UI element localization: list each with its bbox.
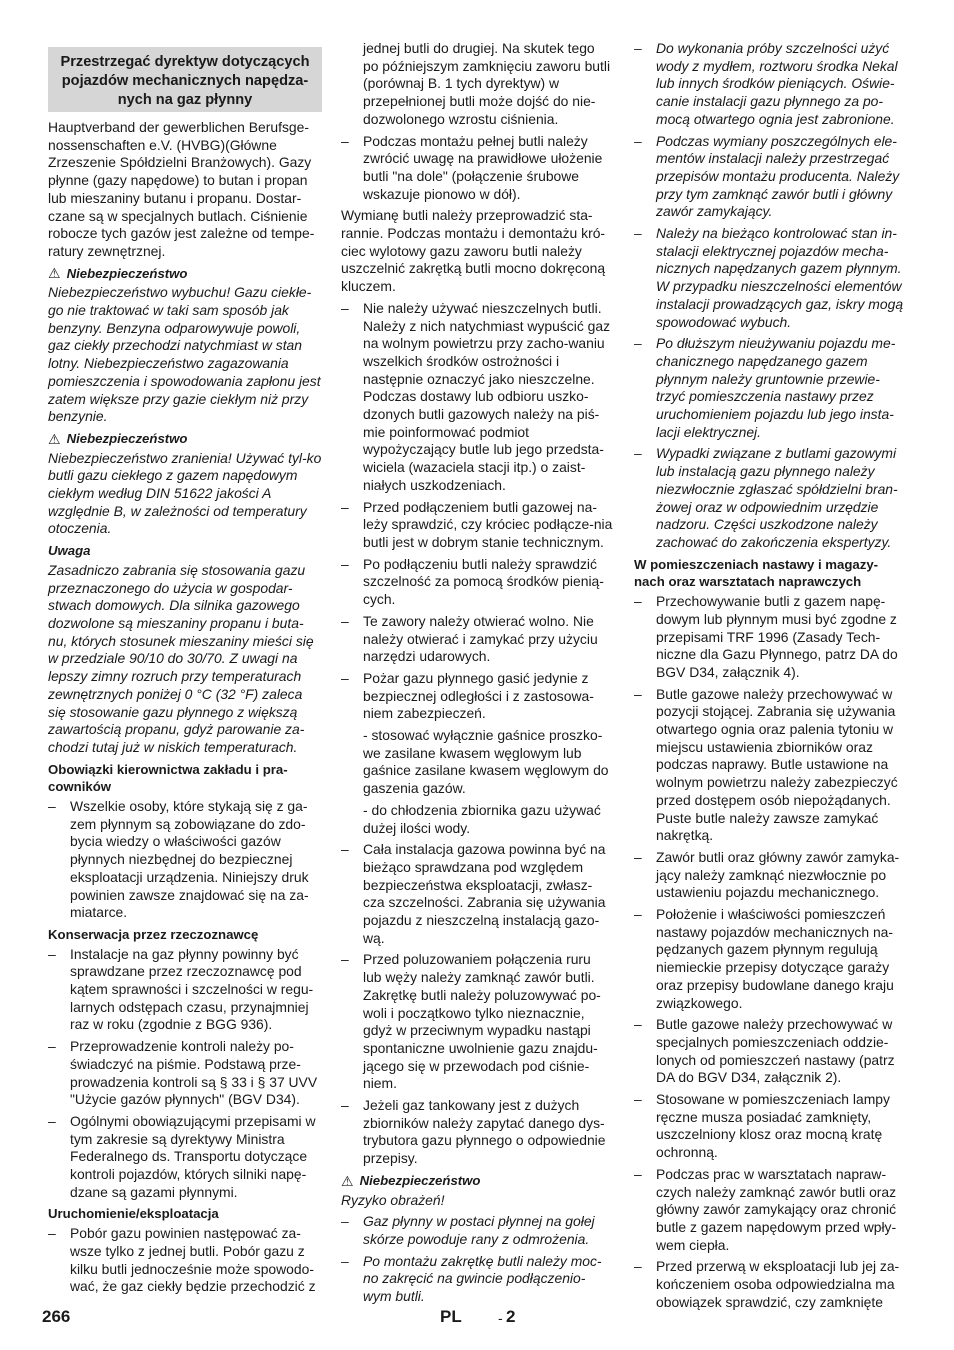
installation-list (341, 841, 613, 1168)
list-item: – Instalacje na gaz płynny powinny być sprawdzane przez rzeczoznawcę pod kątem sprawności i szczelności w regu-larnych odstępach czasu, przynajmniej raz w roku (zgodnie z BGG 936). (48, 946, 322, 1035)
list-item: – Cała instalacja gazowa powinna być na bieżąco sprawdzana pod względem bezpieczeństwa eksploatacji, zwłasz-cza szczelności. Zabrania się używania pojazdu z nieszczelną instalacją gazo-wą. (341, 841, 613, 947)
list-item: – Do wykonania próby szczelności użyć wody z mydłem, roztworu środka Nekal lub innych środków pieniących. Oświe-canie instalacji gazu płynnego za po-mocą otwartego ognia jest zabronione. (634, 40, 908, 129)
cylinder-list (341, 133, 613, 204)
list-item: – Gaz płynny w postaci płynnej na gołej skórze powoduje rany z odmrożenia. (341, 1213, 613, 1248)
warning-triangle-icon: ⚠ (48, 265, 61, 282)
list-item: – Po dłuższym nieużywaniu pojazdu me-chanicznego napędzanego gazem płynnym należy gruntownie przewie-trzyć pomieszczenia nastawy przez uruchomieniem pojazdu lub jego insta-lacji elektrycznej. (634, 335, 908, 441)
note-text: Zasadniczo zabrania się stosowania gazu przeznaczonego do użycia w gospodar-stwach domowych. Dla silnika gazowego dozwolone są mieszaniny propanu i buta-nu, których stosunek mieszaniny mieści się w przedziale 90/10 do 30/70. Z uwagi na lepszy zimny rozruch przy temperaturach zewnętrznych poniżej 0 °C (32 °F) zaleca się stosowanie gazu płynnego z większą zawartością propanu, gdyż parowanie za-chodzi tutaj już w niskich temperaturach. (48, 561, 314, 755)
list-item: – Ogólnymi obowiązującymi przepisami w tym zakresie są dyrektywy Ministra Federalnego ds. Transportu dotyczące kontroli pojazdów, których silniki napę-dzane są gazami płynnymi. (48, 1113, 322, 1202)
list-item: – Te zawory należy otwierać wolno. Nie należy otwierać i zamykać przy użyciu narzędzi udarowych. (341, 613, 613, 666)
column-1 (48, 40, 322, 1300)
expert-list (48, 946, 322, 1202)
list-item: – Przed przerwą w eksploatacji lub jej za-kończeniem osoba odpowiedzialna ma obowiązek sprawdzić, czy zamknięte (634, 1258, 908, 1311)
startup-heading: Uruchomienie/eksploatacja (48, 1206, 219, 1222)
list-item: – Podczas prac w warsztatach napraw-czych należy zamknąć zawór butli oraz główny zawór zamykający oraz chronić butle z gazem napędowym przed wpły-wem ciepła. (634, 1166, 908, 1255)
list-item: – Pożar gazu płynnego gasić jedynie z bezpiecznej odległości i z zastosowa-niem zabezpieczeń. (341, 670, 613, 723)
list-item: – Butle gazowe należy przechowywać w specjalnych pomieszczeniach oddzie-lonych od pomieszczeń nastawy (patrz DA do BGV D34, załącznik 2). (634, 1016, 908, 1087)
duties-heading: Obowiązki kierownictwa zakładu i pra-cowników (48, 761, 288, 795)
duties-list (48, 798, 322, 922)
list-item: – Butle gazowe należy przechowywać w pozycji stojącej. Zabrania się używania otwartego ognia oraz palenia tytoniu w miejscu ustawienia zbiorników oraz podczas naprawy. Butle ustawione na wolnym powietrzu należy zabezpieczyć przed dostępem osób niepożądanych. Puste butle należy zawsze zamykać nakrętką. (634, 686, 908, 845)
list-item: – Stosowane w pomieszczeniach lampy ręczne musza posiadać zamknięty, uszczelniony klosz oraz mocną kratę ochronną. (634, 1091, 908, 1162)
warning-triangle-icon: ⚠ (341, 1172, 354, 1189)
list-item: – Należy na bieżąco kontrolować stan in-stalacji elektrycznej pojazdów mecha-nicznych napędzanych gazem płynnym. W przypadku nieszczelności elementów instalacji prowadzących gaz, iskry mogą spowodować wybuch. (634, 225, 908, 331)
list-item: – Podczas montażu pełnej butli należy zwrócić uwagę na prawidłowe ułożenie butli "na dole" (połączenie śrubowe wskazuje pionowo w dół). (341, 133, 613, 204)
intro-paragraph: Hauptverband der gewerblichen Berufsge-nossenschaften e.V. (HVBG)(Główne Zrzeszenie Spółdzielni Branżowych). Gazy płynne (gazy napędowe) to butan i propan lub mieszaniny butanu i propanu. Dostar-czane są w specjalnych butlach. Ciśnienie robocze tych gazów jest zależne od tempe-ratury zewnętrznej. (48, 119, 315, 259)
list-item: – Nie należy używać nieszczelnych butli. Należy z nich natychmiast wypuścić gaz na wolnym powietrzu przy zacho-waniu wszelkich środków ostrożności i następnie oznaczyć jako nieszczelne. Podczas dostawy lub odbioru uszko-dzonych butli gazowych należy na piś-mie poinformować podmiot wypożyczający butle lub jego przedsta-wiciela (wazaciela stacji itp.) o zaist-niałych uszkodzeniach. (341, 300, 613, 495)
danger-heading (48, 430, 322, 448)
section-heading: Przestrzegać dyrektyw dotyczących pojazdów mechanicznych napędza-nych na gaz płynny (48, 47, 322, 112)
rooms-list (634, 593, 908, 1311)
danger-label: Niebezpieczeństwo (66, 430, 188, 446)
startup-list (48, 1225, 322, 1296)
danger-text: Niebezpieczeństwo zranienia! Używać tyl-ko butli gazu ciekłego z gazem napędowym ciekłym według DIN 51622 jakości A względnie B, w zależności od temperatury otoczenia. (48, 449, 322, 537)
warning-triangle-icon: ⚠ (48, 430, 61, 447)
list-item: – Wypadki związane z butlami gazowymi lub instalacją gazu płynnego należy niezwłocznie zgłaszać spółdzielni bran-żowej oraz w odpowiednim urzędzie nadzoru. Części uszkodzone należy zachować do zakończenia ekspertyzy. (634, 445, 908, 551)
page-number: 266 (42, 1307, 71, 1326)
rooms-heading: W pomieszczeniach nastawy i magazy-nach oraz warsztatach naprawczych (634, 556, 879, 590)
change-paragraph: Wymianę butli należy przeprowadzić sta-rannie. Podczas montażu i demontażu kró-ciec wylotowy gazu zaworu butli należy uszczelnić zakrętką butli mocno dokręconą kluczem. (341, 207, 606, 295)
list-item: – Po podłączeniu butli należy sprawdzić szczelność za pomocą środków pienią-cych. (341, 556, 613, 609)
list-item: – Pobór gazu powinien następować za-wsze tylko z jednej butli. Pobór gazu z kilku butli jednocześnie może spowodo-wać, że gaz ciekły będzie przechodzić z (48, 1225, 322, 1296)
list-item: – Przechowywanie butli z gazem napę-dowym lub płynnym musi być zgodne z przepisami TRF 1996 (Zasady Tech-niczne dla Gazu Płynnego, patrz DA do BGV D34, załącznik 4). (634, 593, 908, 682)
danger-text: Ryzyko obrażeń! (341, 1191, 445, 1208)
list-item: – Podczas wymiany poszczególnych ele-mentów instalacji należy przestrzegać przepisów montażu producenta. Należy przy tym zamknąć zawór butli i główny zawór zamykający. (634, 133, 908, 222)
danger-heading (48, 265, 322, 283)
language-code: PL (440, 1307, 462, 1326)
injury-list (341, 1213, 613, 1306)
danger-text: Niebezpieczeństwo wybuchu! Gazu ciekłe-go nie traktować w taki sam sposób jak benzyny. Benzyna odparowywuje powoli, gaz ciekły przechodzi natychmiast w stan lotny. Niebezpieczeństwo zagazowania pomieszczenia i spowodowania zapłonu jest zatem większe przy gazie ciekłym niż przy benzynie. (48, 284, 321, 425)
section-number: 2 (506, 1307, 516, 1326)
italic-list (634, 40, 908, 552)
list-item: – Po montażu zakrętkę butli należy moc-no zakręcić na gwincie podłączenio-wym butli. (341, 1253, 613, 1306)
list-item: – Położenie i właściwości pomieszczeń nastawy pojazdów mechanicznych na-pędzanych gazem płynnym regulują niemieckie przepisy dotyczące garaży oraz przepisy budowlane danego kraju związkowego. (634, 906, 908, 1012)
safety-list (341, 300, 613, 723)
list-item: – Przed poluzowaniem połączenia ruru lub węży należy zamknąć zawór butli. Zakrętkę butli należy poluzowywać po-woli i początkowo tylko nieznacznie, gdyż w przeciwnym wypadku nastąpi spontaniczne uwolnienie gazu znajdu-jącego się w przewodach pod ciśnie-niem. (341, 951, 613, 1093)
list-item: – Jeżeli gaz tankowany jest z dużych zbiorników należy zapytać danego dys-trybutora gazu płynnego o odpowiednie przepisy. (341, 1097, 613, 1168)
list-item: – Wszelkie osoby, które stykają się z ga-zem płynnym są zobowiązane do zdo-bycia wiedzy o właściwości gazów płynnych niezbędnej do bezpiecznej eksploatacji urządzenia. Niniejszy druk powinien zawsze znajdować się na za-miatarce. (48, 798, 322, 922)
footer-dash: - (498, 1310, 503, 1326)
column-2 (341, 40, 613, 1310)
sub-item: - stosować wyłącznie gaśnice proszko-we zasilane kwasem węglowym lub gaśnice zasilane kwasem węglowym do gaszenia gazów. (363, 727, 609, 797)
note-heading: Uwaga (48, 543, 91, 559)
list-item: – Przed podłączeniem butli gazowej na-leży sprawdzić, czy króciec podłącze-nia butli jest w dobrym stanie technicznym. (341, 499, 613, 552)
list-item: – Przeprowadzenie kontroli należy po-świadczyć na piśmie. Podstawą prze-prowadzenia kontroli są § 33 i § 37 UVV "Użycie gazów płynnych" (BGV D34). (48, 1038, 322, 1109)
danger-label: Niebezpieczeństwo (66, 265, 188, 281)
sub-item: - do chłodzenia zbiornika gazu używać dużej ilości wody. (363, 801, 601, 836)
expert-heading: Konserwacja przez rzeczoznawcę (48, 926, 259, 942)
continued-item: jednej butli do drugiej. Na skutek tego po późniejszym zamknięciu zaworu butli (porównaj B. 1 tych dyrektyw) w przepełnionej butli może dojść do nie-dozwolonego wzrostu ciśnienia. (363, 40, 611, 127)
column-3 (634, 40, 908, 1316)
danger-heading (341, 1172, 613, 1190)
list-item: – Zawór butli oraz główny zawór zamyka-jący należy zamknąć niezwłocznie po ustawieniu pojazdu mechanicznego. (634, 849, 908, 902)
danger-label: Niebezpieczeństwo (359, 1172, 481, 1188)
